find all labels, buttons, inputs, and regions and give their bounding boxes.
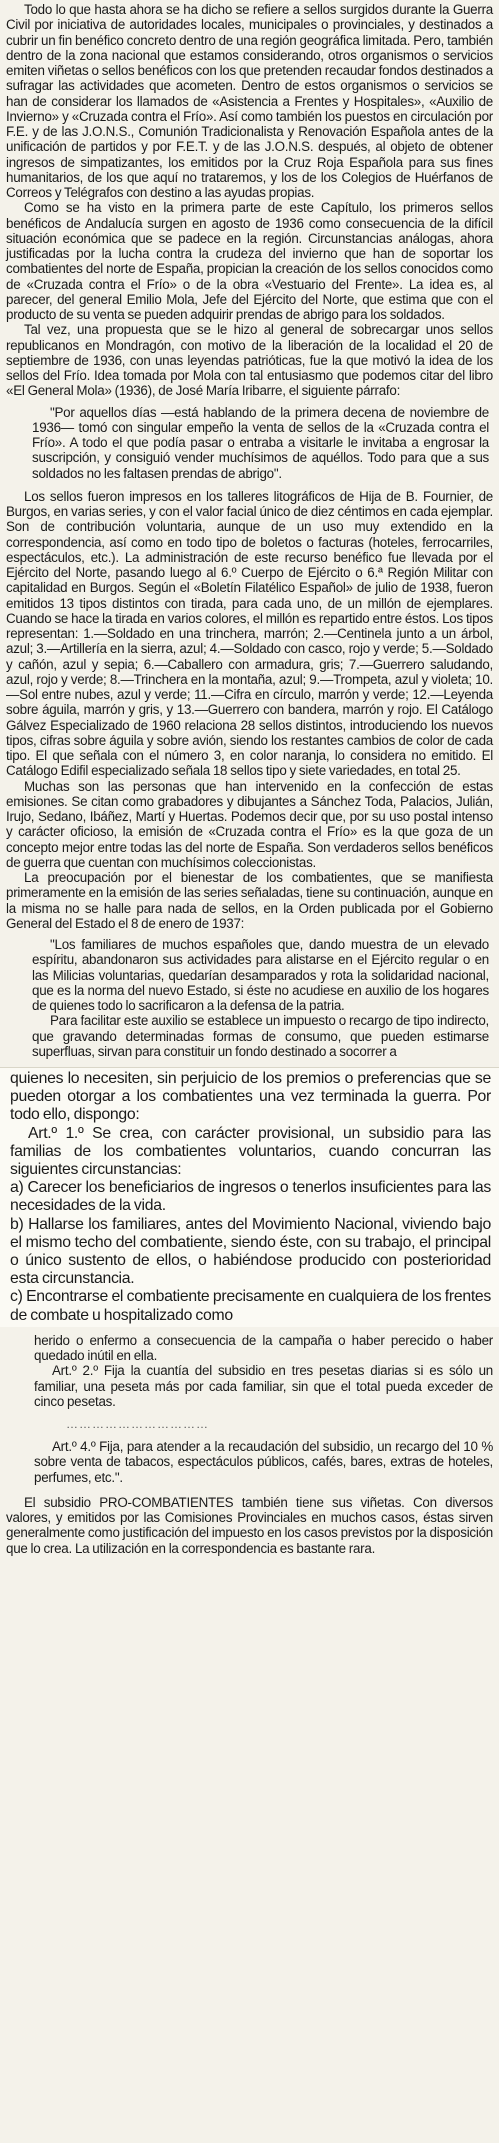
text-column bbox=[0, 2, 499, 1556]
decree-intro: quienes lo necesiten, sin perjuicio de los premios o preferencias que se pueden otorgar a los combatientes una vez terminada la guerra. Por todo ello, dispongo: bbox=[10, 1070, 491, 1124]
decree-block bbox=[0, 1067, 499, 1327]
paragraph-intro: Todo lo que hasta ahora se ha dicho se refiere a sellos surgidos durante la Guerra Civil por iniciativa de autoridades locales, municipales o provinciales, y destinados a cubrir un fin benéfico concreto dentro de una región geográfica limitada. Pero, también dentro de la zona nacional que estamos considerando, otros organismos o servicios emiten viñetas o sellos benéficos con los que pretenden recaudar fondos destinados a sufragar las actividades que acometen. Dentro de estos organismos o servicios se han de considerar los llamados de «Asistencia a Frentes y Hospitales», «Auxilio de Invierno» y «Cruzada contra el Frío». Así como también los puestos en circulación por F.E. y de las J.O.N.S., Comunión Tradicionalista y Renovación Española antes de la unificación de partidos y por F.E.T. y de las J.O.N.S. después, al objeto de obtener ingresos de simpatizantes, los emitidos por la Cruz Roja Española para sus fines humanitarios, de los que aquí no trataremos, y los de los Colegios de Huérfanos de Correos y Telégrafos con destino a las ayudas propias. bbox=[6, 2, 493, 200]
quote-mola-text: "Por aquellos días —está hablando de la primera decena de noviembre de 1936— tomó con singular empeño la venta de sellos de la «Cruzada contra el Frío». A todo el que podía pasar o entraba a visitarle le invitaba a engrosar la suscripción, y consiguió vender muchísimos de aquéllos. Todo para que a sus soldados no les faltasen prendas de abrigo". bbox=[32, 404, 489, 481]
quote-orden bbox=[6, 937, 493, 1059]
ellipsis-divider: …………………………… bbox=[66, 1417, 209, 1432]
decree-art1: Art.º 1.º Se crea, con carácter provisional, un subsidio para las familias de los combatientes voluntarios, cuando concurran las siguientes circunstancias: bbox=[10, 1124, 491, 1179]
decree-tail bbox=[6, 1333, 493, 1485]
quote-orden-p1: "Los familiares de muchos españoles que, dando muestra de un elevado espíritu, abandonaron sus actividades para alistarse en el Ejército regular o en las Milicias voluntarias, quedarían desamparados y rota la solidaridad nacional, que es la norma del nuevo Estado, si éste no acudiese en auxilio de los hogares de quienes todo lo sacrificaron a la defensa de la patria. bbox=[32, 937, 489, 1013]
paragraph-orden: La preocupación por el bienestar de los combatientes, que se manifiesta primeramente en la emisión de las series señaladas, tiene su continuación, aunque en la misma no se halle para nada de sellos, en la Orden publicada por el Gobierno General del Estado el 8 de enero de 1937: bbox=[6, 870, 493, 931]
tail-art2: Art.º 2.º Fija la cuantía del subsidio en tres pesetas diarias si es sólo un familiar, una peseta más por cada familiar, sin que el total pueda exceder de cinco pesetas. bbox=[34, 1363, 493, 1409]
quote-mola bbox=[6, 405, 493, 481]
paragraph-andalucia: Como se ha visto en la primera parte de este Capítulo, los primeros sellos benéficos de Andalucía surgen en agosto de 1936 como consecuencia de la difícil situación económica que se padece en la región. Circunstancias análogas, ahora justificadas por la lucha contra la crudeza del invierno que han de soportar los combatientes del norte de España, propician la creación de los sellos conocidos como de «Cruzada contra el Frío» o de la obra «Vestuario del Frente». La idea es, al parecer, del general Emilio Mola, Jefe del Ejército del Norte, que estima que con el producto de su venta se pueden adquirir prendas de abrigo para los soldados. bbox=[6, 200, 493, 322]
paragraph-mondragon: Tal vez, una propuesta que se le hizo al general de sobrecargar unos sellos republicanos en Mondragón, con motivo de la liberación de la localidad el 20 de septiembre de 1936, con unas leyendas patrióticas, fue la que motivó la idea de los sellos del Frío. Idea tomada por Mola con tal entusiasmo que podemos citar del libro «El General Mola» (1936), de José María Iribarre, el siguiente párrafo: bbox=[6, 322, 493, 399]
tail-continuation: herido o enfermo a consecuencia de la campaña o haber perecido o haber quedado inútil en ella. bbox=[34, 1332, 493, 1364]
paragraph-grabadores: Muchas son las personas que han intervenido en la confección de estas emisiones. Se citan como grabadores y dibujantes a Sánchez Toda, Palacios, Julián, Irujo, Sedano, Ibáñez, Martí y Huertas. Podemos decir que, por su uso postal intenso y carácter oficioso, la emisión de «Cruzada contra el Frío» es la que goza de un concepto mejor entre todas las del norte de España. Son verdaderos sellos benéficos de guerra que cuentan con muchísimos coleccionistas. bbox=[6, 778, 493, 870]
decree-item-a: a) Carecer los beneficiarios de ingresos o tenerlos insuficientes para las necesidades de la vida. bbox=[10, 1179, 491, 1215]
decree-item-b: b) Hallarse los familiares, antes del Movimiento Nacional, viviendo bajo el mismo techo del combatiente, siendo éste, con su trabajo, el principal o único sustento de ellos, o habiéndose producido con posterioridad esta circunstancia. bbox=[10, 1215, 491, 1288]
tail-art4: Art.º 4.º Fija, para atender a la recaudación del subsidio, un recargo del 10 % sobre venta de tabacos, espectáculos públicos, cafés, bares, extras de hoteles, perfumes, etc.". bbox=[34, 1439, 493, 1485]
paragraph-fournier: Los sellos fueron impresos en los talleres litográficos de Hija de B. Fournier, de Burgos, en varias series, y con el valor facial único de diez céntimos en cada ejemplar. Son de contribución voluntaria, aunque de un uso muy extendido en la correspondencia, así como en todo tipo de boletos o facturas (hoteles, ferrocarriles, espectáculos, etc.). La administración de este recurso benéfico fue llevada por el Ejército del Norte, pasando luego al 6.º Cuerpo de Ejército o 6.ª Región Militar con capitalidad en Burgos. Según el «Boletín Filatélico Español» de julio de 1938, fueron emitidos 13 tipos distintos con tirada, para cada uno, de un millón de ejemplares. Cuando se hace la tirada en varios colores, el millón es repartido entre éstos. Los tipos representan: 1.—Soldado en una trinchera, marrón; 2.—Centinela junto a un árbol, azul; 3.—Artillería en la sierra, azul; 4.—Soldado con casco, rojo y verde; 5.—Soldado y cañón, azul y sepia; 6.—Caballero con armadura, gris; 7.—Guerrero saludando, azul, rojo y verde; 8.—Trinchera en la montaña, azul; 9.—Trompeta, azul y violeta; 10.—Sol entre nubes, azul y verde; 11.—Cifra en círculo, marrón y verde; 12.—Leyenda sobre águila, marrón y gris, y 13.—Guerrero con bandera, marrón y rojo. El Catálogo Gálvez Especializado de 1960 relaciona 28 sellos distintos, introduciendo los nuevos tipos, cifras sobre águila y sobre avión, siendo los restantes cambios de color de cada tipo. El que señala con el número 3, en color naranja, lo considera no emitido. El Catálogo Edifil especializado señala 18 sellos tipo y siete variedades, en total 25. bbox=[6, 488, 493, 779]
decree-item-c: c) Encontrarse el combatiente precisamente en cualquiera de los frentes de combate u hospitalizado como bbox=[10, 1288, 491, 1324]
quote-orden-p2: Para facilitar este auxilio se establece un impuesto o recargo de tipo indirecto, que gravando determinadas formas de consumo, que pueden estimarse superfluas, sirvan para constituir un fondo destinado a socorrer a bbox=[32, 1013, 489, 1059]
paragraph-pro-combatientes: El subsidio PRO-COMBATIENTES también tiene sus viñetas. Con diversos valores, y emitidos por las Comisiones Provinciales en muchos casos, éstas sirven generalmente como justificación del impuesto en los casos previstos por la disposición que lo crea. La utilización en la correspondencia es bastante rara. bbox=[6, 1494, 493, 1556]
